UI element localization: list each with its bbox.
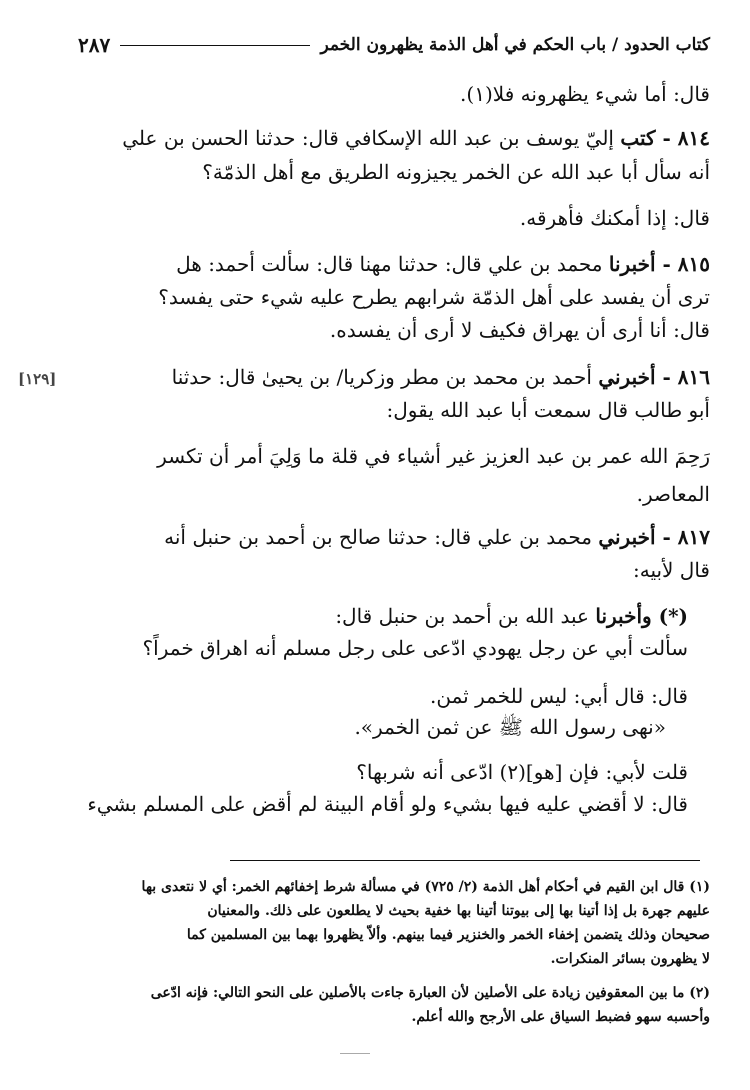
footnote-line: وأحسبه سهو فضبط السياق على الأرجح والله أعلم. [411,1009,710,1025]
page-number: ٢٨٧ [78,33,111,57]
text-line: أنه سأل أبا عبد الله عن الخمر يجيزونه الطريق مع أهل الذمّة؟ [202,160,710,184]
margin-reference: [١٢٩] [18,370,57,388]
running-header [78,30,710,60]
text-line: رَحِمَ الله عمر بن عبد العزيز غير أشياء في قلة ما وَلِيَ أمر أن تكسر [157,444,710,468]
hadith-814-line: ٨١٤ - كتب إليّ يوسف بن عبد الله الإسكافي قال: حدثنا الحسن بن علي [122,126,710,150]
text-line: قال: قال أبي: ليس للخمر ثمن. [430,684,688,708]
hadith-816-line: ٨١٦ - أخبرني أحمد بن محمد بن مطر وزكريا/ بن يحيىٰ قال: حدثنا [171,365,710,389]
footnote-line: لا يظهرون بسائر المنكرات. [550,951,710,967]
text-line: قال: أنا أرى أن يهراق فكيف لا أرى أن يفسده. [329,318,710,342]
text-line: ترى أن يفسد على أهل الذمّة شرابهم يطرح عليه شيء حتى يفسد؟ [158,285,710,309]
footnote-line: (٢) ما بين المعقوفين زيادة على الأصلين لأن العبارة جاءت بالأصلين على النحو التالي: فإنه ادّعى [150,985,710,1001]
text-line: أبو طالب قال سمعت أبا عبد الله يقول: [386,398,710,422]
text-line: سألت أبي عن رجل يهودي ادّعى على رجل مسلم أنه اهراق خمراً؟ [142,636,688,660]
header-title: كتاب الحدود / باب الحكم في أهل الذمة يظهرون الخمر [320,35,710,55]
footnote-line: صحيحان وذلك يتضمن إخفاء الخمر والخنزير فيما بينهم. وألاّ يظهروا بهما بين المسلمين كما [186,927,710,943]
hadith-817-line: ٨١٧ - أخبرني محمد بن علي قال: حدثنا صالح بن أحمد بن حنبل أنه [164,525,710,549]
text-line: قال: لا أقضي عليه فيها بشيء ولو أقام البينة لم أقض على المسلم بشيء [87,792,688,816]
hadith-815-line: ٨١٥ - أخبرنا محمد بن علي قال: حدثنا مهنا قال: سألت أحمد: هل [176,252,710,276]
text-line: (*) وأخبرنا عبد الله بن أحمد بن حنبل قال: [335,604,688,628]
footnote-line: (١) قال ابن القيم في أحكام أهل الذمة (٢/ ٧٢٥) في مسألة شرط إخفائهم الخمر: أي لا نتعدى بها [141,879,710,895]
quote-line: «نهى رسول الله ﷺ عن ثمن الخمر». [354,715,666,739]
footnote-line: عليهم جهرة بل إذا أتينا بها إلى بيوتنا أتينا بها خفية بحيث لا يطلعون على ذلك. والمعنيان [207,903,710,919]
header-rule [120,45,310,46]
text-line: قال لأبيه: [632,558,710,582]
text-line: المعاصر. [636,482,710,506]
text-line: قلت لأبي: فإن [هو](٢) ادّعى أنه شربها؟ [356,760,688,784]
text-line: قال: إذا أمكنك فأهرقه. [519,206,710,230]
footnote-rule [230,860,700,861]
page-end-dash [340,1053,370,1054]
text-line: قال: أما شيء يظهرونه فلا(١). [460,82,710,106]
